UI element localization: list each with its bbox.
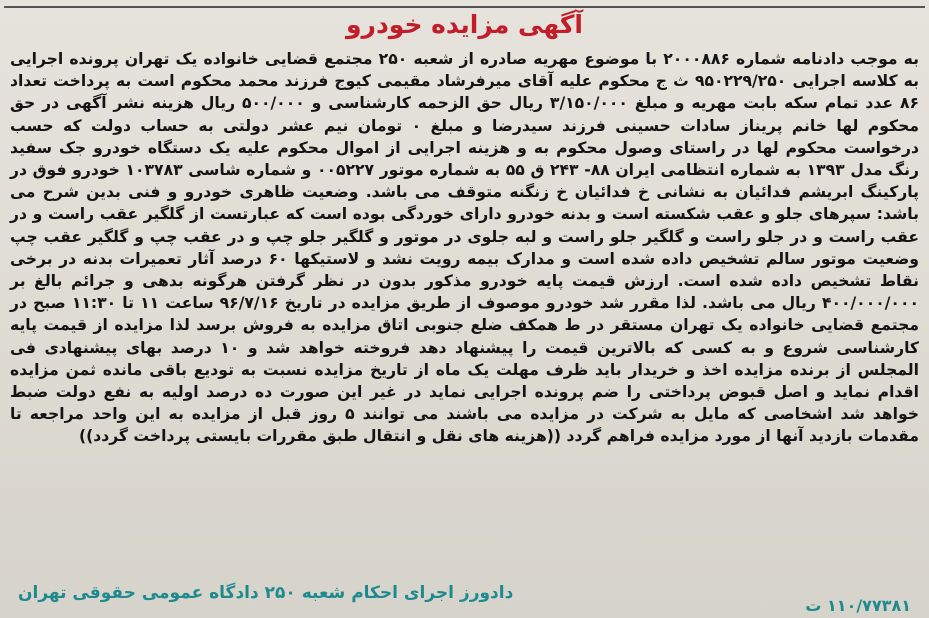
notice-body-text: به موجب دادنامه شماره ۲۰۰۰۸۸۶ با موضوع مهریه صادره از شعبه ۲۵۰ مجتمع قضایی خانواده یک تهران پرونده اجرایی به کلاسه اجرایی ۹۵۰۲۲۹/۲۵۰ ث ج محکوم علیه آقای میرفرشاد مقیمی کیوج فرزند محمد محکوم است به پرداخت تعداد ۸۶ عدد تمام سکه بابت مهریه و مبلغ ۳/۱۵۰/۰۰۰ ریال حق الزحمه کارشناسی و ۵۰۰/۰۰۰ ریال هزینه نشر آگهی در حق محکوم لها خانم پریناز سادات حسینی فرزند سیدرضا و مبلغ ۰ تومان نیم عشر دولتی به حساب دولت که حسب درخواست محکوم لها در راستای وصول محکوم به و هزینه اجرایی از اموال محکوم علیه یک دستگاه خودرو جک سفید رنگ مدل ۱۳۹۳ به شماره انتظامی ایران ۸۸- ۲۴۳ ق ۵۵ به شماره موتور ۰۰۵۲۲۷ و شماره شاسی ۱۰۳۷۸۳ خودرو فوق در پارکینگ ابریشم فدائیان به نشانی خ فدائیان خ زنگنه متوقف می باشد. وضعیت ظاهری خودرو و فنی بدین شرح می باشد: سپرهای جلو و عقب شکسته است و بدنه خودرو دارای خوردگی بوده است که عبارتست از گلگیر عقب راست و در عقب راست و در جلو راست و گلگیر جلو راست و لبه جلوی در موتور و گلگیر جلو چپ و در عقب چپ و گلگیر عقب چپ وضعیت موتور سالم تشخیص داده شده است و مدارک بیمه رویت نشد و لاستیکها ۶۰ درصد آثار تعمیرات بدنه در برخی نقاط تشخیص داده شده است. ارزش قیمت پایه خودرو مذکور بدون در نظر گرفتن هرگونه بدهی و جرائم بالغ بر ۴۰۰/۰۰۰/۰۰۰ ریال می باشد. لذا مقرر شد خودرو موصوف از طریق مزایده در تاریخ ۹۶/۷/۱۶ ساعت ۱۱ تا ۱۱:۳۰ صبح در مجتمع قضایی خانواده یک تهران مستقر در ط همکف ضلع جنوبی اتاق مزایده به فروش برسد لذا مزایده از قیمت پایه کارشناسی شروع و به کسی که بالاترین قیمت را پیشنهاد دهد فروخته خواهد شد و ۱۰ درصد بهای پیشنهادی فی المجلس از برنده مزایده اخذ و خریدار باید ظرف مهلت یک ماه از تاریخ مزایده نسبت به تودیع باقی مانده ثمن مزایده اقدام نماید و اصل قبوض پرداختی را ضم پرونده اجرایی نماید در غیر این صورت ده درصد اولیه به نفع دولت ضبط خواهد شد اشخاصی که مایل به شرکت در مزایده می باشند می توانند ۵ روز قبل از مزایده به این واحد مراجعه تا مقدمات بازدید آنها از مورد مزایده فراهم گردد ((هزینه های نقل و انتقال طبق مقررات بایستی پرداخت گردد)) <box>10 50 920 446</box>
notice-title: آگهی مزایده خودرو <box>346 10 583 39</box>
signature-line: دادورز اجرای احکام شعبه ۲۵۰ دادگاه عمومی حقوقی تهران <box>18 583 514 603</box>
notice-body <box>10 48 919 448</box>
notice-footer <box>18 576 911 616</box>
reference-code: ۱۱۰/۷۷۳۸۱ ت <box>805 596 911 615</box>
